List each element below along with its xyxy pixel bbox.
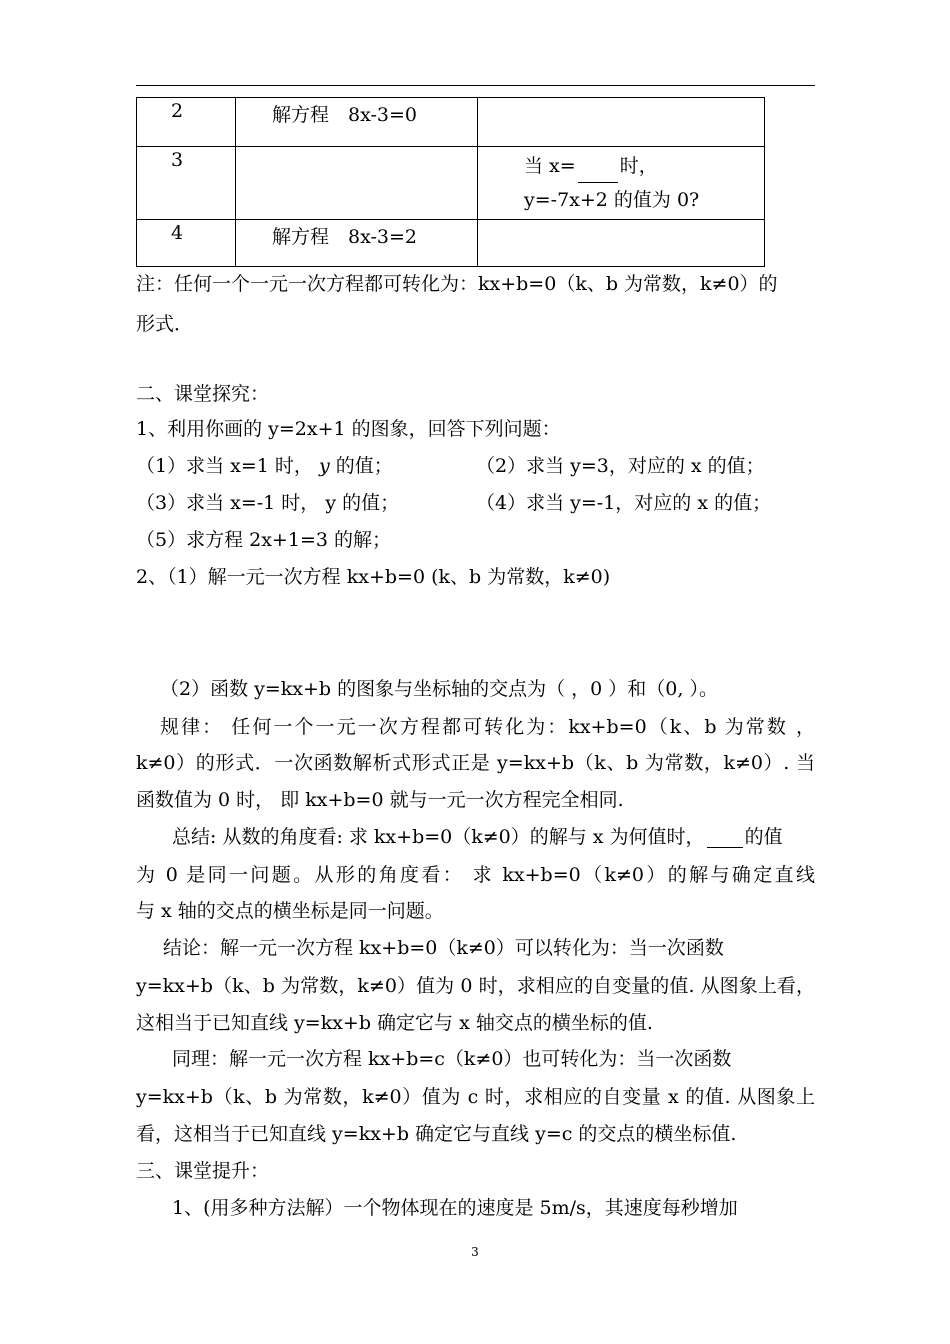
rule-line1: 规律： 任何一个一元一次方程都可转化为：kx+b=0（k、b 为常数 ，: [160, 716, 815, 738]
empty-cell: [478, 98, 765, 147]
table-row: [137, 98, 765, 147]
conclusion-line2: y=kx+b（k、b 为常数，k≠0）值为 0 时，求相应的自变量的值. 从图象上看，: [136, 975, 815, 997]
row-number: 4: [171, 222, 184, 244]
conclusion-line3: 这相当于已知直线 y=kx+b 确定它与 x 轴交点的横坐标的值.: [136, 1012, 653, 1034]
conclusion-line1: 结论：解一元一次方程 kx+b=0（k≠0）可以转化为：当一次函数: [163, 937, 724, 959]
answer-blank[interactable]: [578, 164, 618, 183]
row-number: 3: [171, 149, 184, 171]
note-line2: 形式．: [136, 313, 194, 335]
note-line1: 注：任何一个一元一次方程都可转化为：kx+b=0（k、b 为常数，k≠0）的: [136, 273, 778, 295]
section2-heading: 二、课堂探究：: [136, 383, 270, 405]
row-number: 2: [171, 100, 184, 122]
row-question-line2: y=-7x+2 的值为 0?: [524, 189, 700, 211]
rule-line2: k≠0）的形式．一次函数解析式形式正是 y=kx+b（k、b 为常数，k≠0）. 当: [136, 752, 815, 774]
table-row: [137, 220, 765, 267]
row-equation: 解方程 8x-3=2: [272, 226, 417, 248]
empty-cell: [236, 147, 478, 220]
question-1-part1: （1）求当 x=1 时， y 的值；: [136, 455, 393, 477]
summary-line3: 与 x 轴的交点的横坐标是同一问题。: [136, 900, 444, 922]
row-question-line1: 当 x= 时，: [524, 149, 764, 183]
summary-line2: 为 0 是同一问题。从形的角度看： 求 kx+b=0（k≠0）的解与确定直线: [136, 864, 815, 886]
question-2-part1: 2、（1）解一元一次方程 kx+b=0 (k、b 为常数，k≠0): [136, 566, 611, 588]
question-1-part3: （3）求当 x=-1 时， y 的值；: [136, 492, 400, 514]
question-1-part5: （5）求方程 2x+1=3 的解；: [136, 529, 391, 551]
question-1: 1、利用你画的 y=2x+1 的图象，回答下列问题：: [136, 418, 561, 440]
question-2-part2: （2）函数 y=kx+b 的图象与坐标轴的交点为（ ，0 ）和（0, ）。: [160, 678, 718, 700]
summary-line1: 总结: 从数的角度看: 求 kx+b=0（k≠0）的解与 x 为何值时， 的值: [172, 826, 783, 848]
empty-cell: [478, 220, 765, 267]
answer-blank[interactable]: [707, 829, 743, 848]
question-1-part2: （2）求当 y=3，对应的 x 的值；: [476, 455, 765, 477]
page-number: 3: [471, 1245, 479, 1259]
section3-question-1: 1、(用多种方法解）一个物体现在的速度是 5m/s，其速度每秒增加: [172, 1197, 738, 1219]
question-1-part4: （4）求当 y=-1，对应的 x 的值；: [476, 492, 772, 514]
header-rule: [136, 85, 815, 86]
section3-heading: 三、课堂提升：: [136, 1160, 270, 1182]
rule-line3: 函数值为 0 时， 即 kx+b=0 就与一元一次方程完全相同.: [136, 789, 624, 811]
exercise-table: [136, 97, 765, 267]
table-row: [137, 147, 765, 220]
similarly-line2: y=kx+b（k、b 为常数，k≠0）值为 c 时，求相应的自变量 x 的值. 从图象上: [136, 1086, 815, 1108]
row-equation: 解方程 8x-3=0: [272, 104, 417, 126]
similarly-line3: 看，这相当于已知直线 y=kx+b 确定它与直线 y=c 的交点的横坐标值.: [136, 1123, 737, 1145]
similarly-line1: 同理：解一元一次方程 kx+b=c（k≠0）也可转化为：当一次函数: [172, 1048, 732, 1070]
